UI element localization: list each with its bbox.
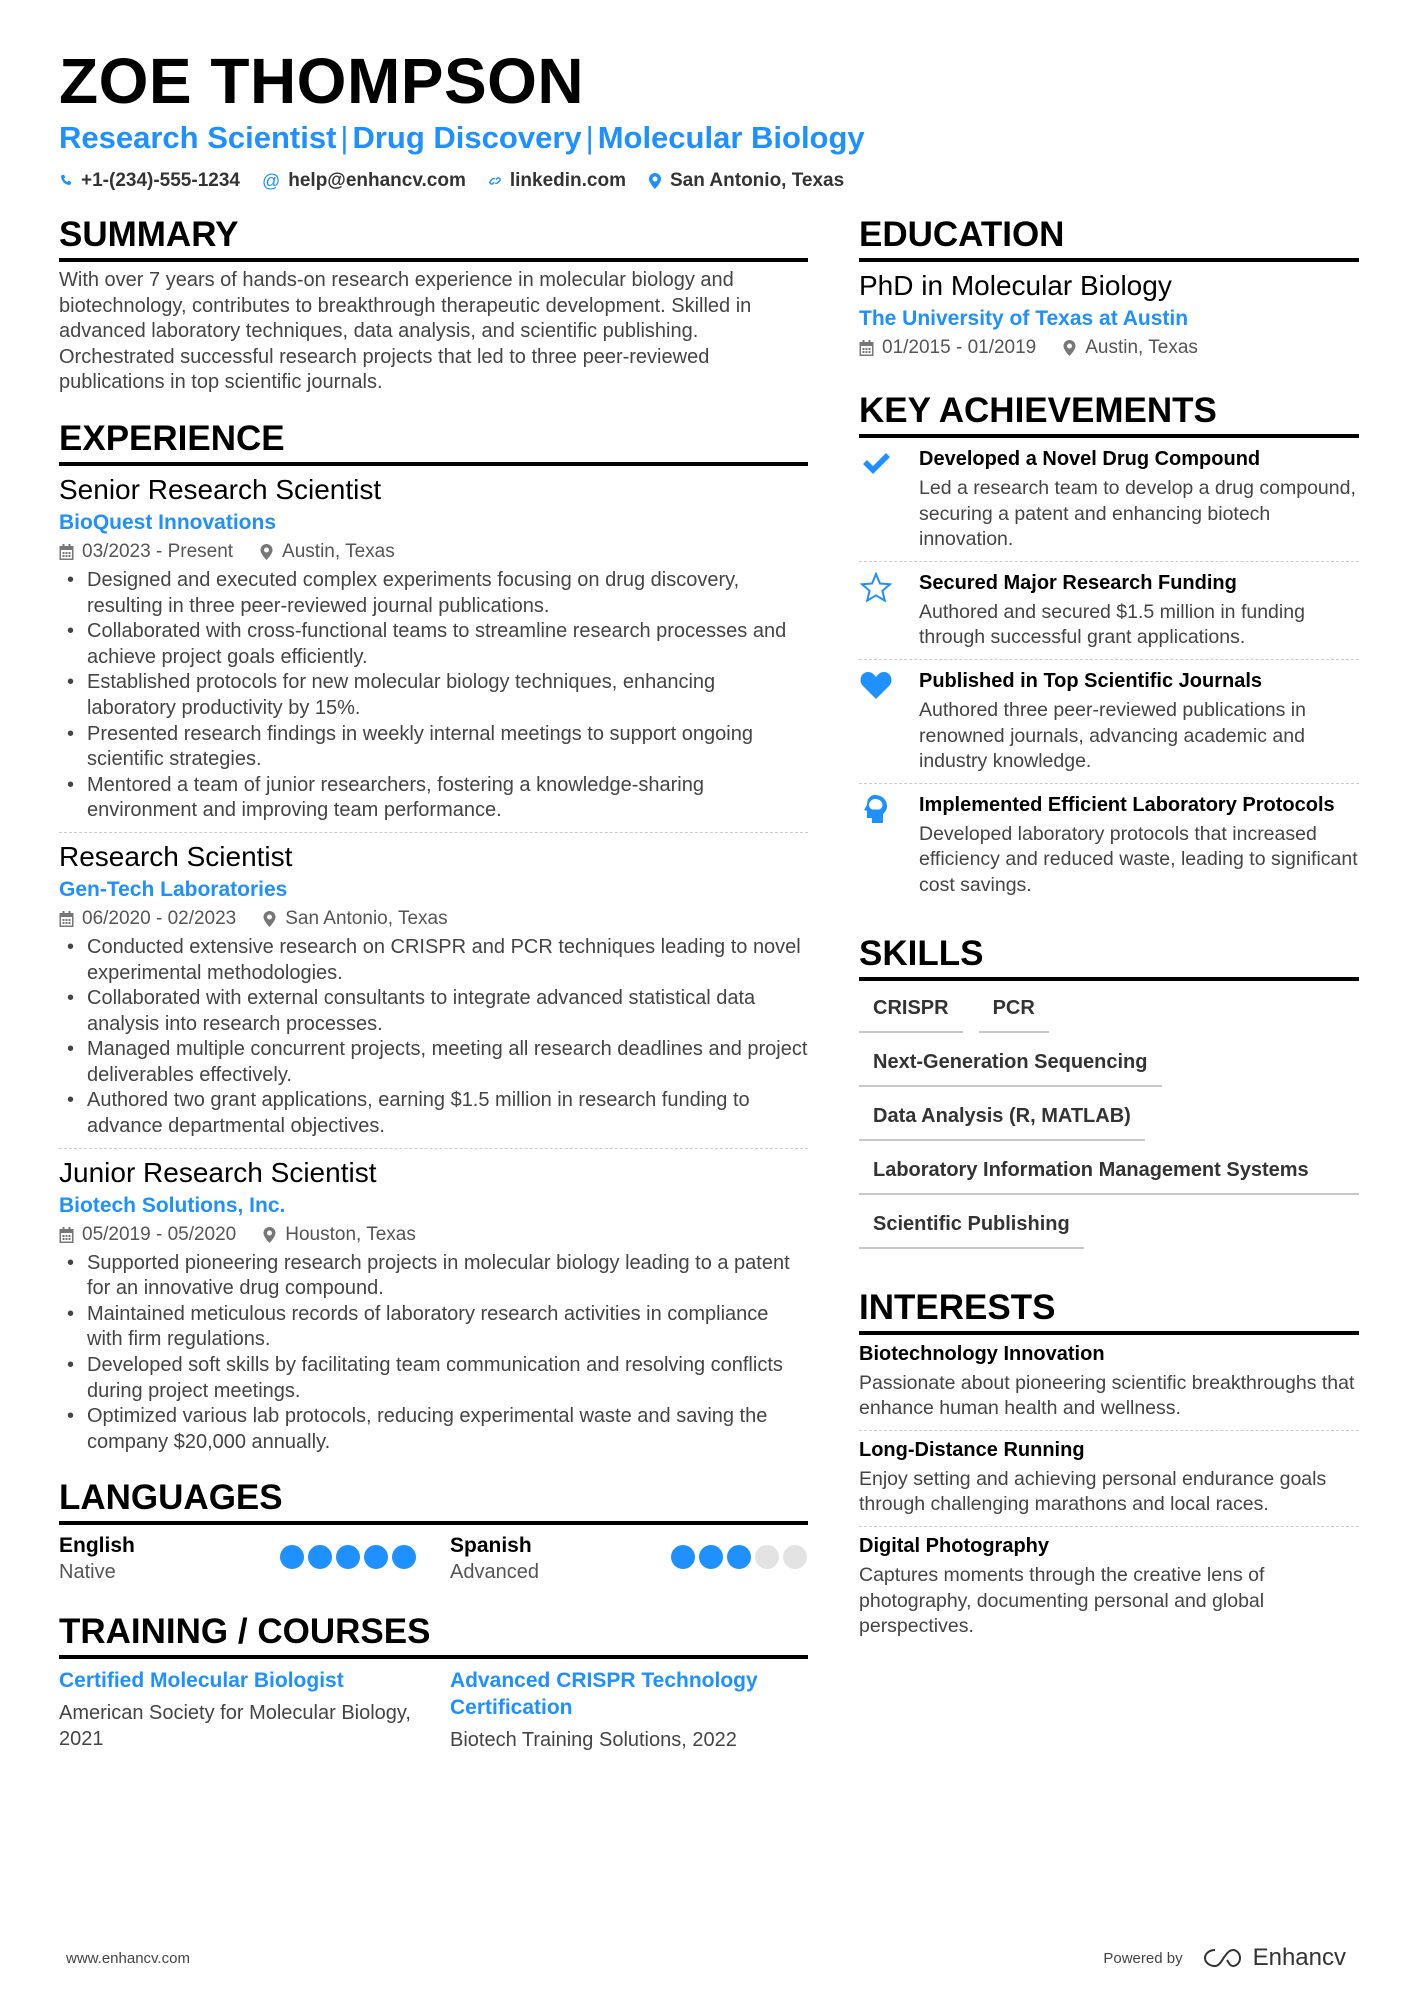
experience-section (59, 418, 808, 1463)
training-section (59, 1611, 808, 1753)
achievement-item (859, 784, 1359, 907)
head-brain-icon (859, 794, 893, 824)
language-item (59, 1533, 416, 1585)
bullet-item: • Established protocols for new molecular biology techniques, enhancing laboratory productivity by 15%. (59, 670, 808, 721)
course-item (450, 1667, 807, 1753)
summary-text: With over 7 years of hands-on research experience in molecular biology and biotechnology, contributes to breakthrough therapeutic development. Skilled in advanced laboratory techniques, data analysis, and scientific publishing. Orchestrated successful research projects that led to three peer-reviewed publications in top scientific journals. (59, 269, 752, 394)
bullet-item: • Conducted extensive research on CRISPR and PCR techniques leading to novel experimental methodologies. (59, 935, 808, 986)
right-column (859, 214, 1359, 1670)
contact-row (59, 170, 1359, 192)
brand-logo[interactable] (1201, 1944, 1346, 1972)
bullet-item: • Optimized various lab protocols, reducing experimental waste and saving the company $20,000 annually. (59, 1404, 808, 1455)
dot-filled (336, 1545, 360, 1569)
education-dates: 01/2015 - 01/2019 (882, 337, 1037, 358)
achievement-desc: Authored and secured $1.5 million in funding through successful grant applications. (919, 600, 1305, 649)
job-title: Research Scientist (59, 840, 293, 872)
job-meta (59, 1221, 808, 1249)
dot-empty (755, 1545, 779, 1569)
education-location: Austin, Texas (1085, 337, 1198, 358)
dot-filled (727, 1545, 751, 1569)
languages-section (59, 1477, 808, 1585)
achievement-desc: Authored three peer-reviewed publications in renowned journals, advancing academic and industry knowledge. (919, 698, 1306, 773)
headline-part: Drug Discovery (352, 120, 582, 155)
job-entry (59, 466, 808, 833)
proficiency-dots (280, 1545, 416, 1569)
footer-website[interactable]: www.enhancv.com (66, 1949, 190, 1967)
achievement-item (859, 438, 1359, 562)
achievement-desc: Developed laboratory protocols that increased efficiency and reduced waste, leading to significant cost savings. (919, 822, 1358, 896)
job-meta (59, 905, 808, 933)
job-location: Houston, Texas (285, 1223, 416, 1245)
contact-location (648, 170, 844, 192)
achievement-desc: Led a research team to develop a drug compound, securing a patent and enhancing biotech innovation. (919, 477, 1356, 551)
achievement-item (859, 562, 1359, 660)
language-level: Native (59, 1561, 116, 1584)
linkedin-text: linkedin.com (509, 170, 626, 191)
company-name: Biotech Solutions, Inc. (59, 1193, 286, 1217)
achievement-title: Published in Top Scientific Journals (919, 669, 1263, 692)
bullet-item: • Managed multiple concurrent projects, meeting all research deadlines and project deliverables effectively. (59, 1037, 808, 1088)
bullet-item: • Maintained meticulous records of laboratory research activities in compliance with firm regulations. (59, 1302, 808, 1353)
company-name: BioQuest Innovations (59, 510, 277, 534)
skill-tag: Data Analysis (R, MATLAB) (859, 1099, 1145, 1141)
summary-section (59, 214, 808, 396)
job-location: Austin, Texas (282, 540, 395, 562)
left-column (59, 214, 808, 1775)
skill-tag: Scientific Publishing (859, 1207, 1084, 1249)
job-title: Senior Research Scientist (59, 473, 382, 505)
section-title: SKILLS (859, 933, 1359, 981)
bullet-item: • Supported pioneering research projects in molecular biology leading to a patent for an innovative drug compound. (59, 1251, 808, 1302)
dot-filled (671, 1545, 695, 1569)
job-bullets (59, 568, 808, 824)
interests-section (859, 1287, 1359, 1648)
skill-tag: CRISPR (859, 991, 963, 1033)
skills-list (859, 991, 1359, 1249)
proficiency-dots (671, 1545, 807, 1569)
course-title: Advanced CRISPR Technology Certification (450, 1669, 758, 1720)
bullet-item: • Collaborated with external consultants to integrate advanced statistical data analysis into research processes. (59, 986, 808, 1037)
school-name: The University of Texas at Austin (859, 307, 1189, 330)
job-entry (59, 833, 808, 1149)
interest-item (859, 1335, 1359, 1431)
bullet-item: • Developed soft skills by facilitating team communication and resolving conflicts during project meetings. (59, 1353, 808, 1404)
contact-phone[interactable] (59, 170, 240, 192)
language-level: Advanced (450, 1561, 539, 1584)
interest-title: Digital Photography (859, 1534, 1049, 1557)
calendar-icon (59, 1227, 74, 1243)
star-icon (859, 572, 893, 602)
section-title: LANGUAGES (59, 1477, 808, 1525)
language-name: English (59, 1534, 135, 1558)
course-org: Biotech Training Solutions, 2022 (450, 1729, 737, 1752)
job-entry (59, 1149, 808, 1464)
interest-desc: Enjoy setting and achieving personal endurance goals through challenging marathons and local races. (859, 1467, 1327, 1516)
contact-linkedin[interactable] (488, 170, 626, 192)
headline-separator: | (585, 120, 594, 155)
interest-desc: Passionate about pioneering scientific breakthroughs that enhance human health and wellness. (859, 1371, 1355, 1420)
powered-by (1103, 1944, 1346, 1972)
achievements-section (859, 390, 1359, 907)
degree: PhD in Molecular Biology (859, 270, 1172, 301)
resume-header (59, 46, 1359, 192)
bullet-item: • Presented research findings in weekly internal meetings to support ongoing scientific strategies. (59, 722, 808, 773)
check-icon (859, 448, 893, 478)
achievement-item (859, 660, 1359, 784)
calendar-icon (859, 340, 874, 356)
languages-list (59, 1533, 808, 1585)
job-dates: 06/2020 - 02/2023 (82, 907, 237, 929)
dot-empty (783, 1545, 807, 1569)
language-name: Spanish (450, 1534, 532, 1558)
section-title: TRAINING / COURSES (59, 1611, 808, 1659)
skill-tag: PCR (979, 991, 1049, 1033)
location-pin-icon (1062, 340, 1077, 356)
location-pin-icon (648, 173, 662, 189)
education-meta (859, 334, 1359, 362)
bullet-item: • Mentored a team of junior researchers, fostering a knowledge-sharing environment and improving team performance. (59, 773, 808, 824)
courses-list (59, 1667, 808, 1753)
enhancv-logo-icon (1201, 1946, 1245, 1970)
bullet-item: • Collaborated with cross-functional teams to streamline research processes and achieve project goals efficiently. (59, 619, 808, 670)
dot-filled (392, 1545, 416, 1569)
job-dates: 03/2023 - Present (82, 540, 234, 562)
calendar-icon (59, 544, 74, 560)
contact-email[interactable] (262, 170, 466, 192)
at-icon: @ (261, 170, 281, 191)
job-bullets (59, 935, 808, 1140)
email-text: help@enhancv.com (288, 170, 466, 191)
headline-part: Molecular Biology (597, 120, 865, 155)
location-pin-icon (259, 544, 274, 560)
calendar-icon (59, 911, 74, 927)
headline-separator: | (340, 120, 349, 155)
achievement-title: Secured Major Research Funding (919, 571, 1237, 594)
dot-filled (699, 1545, 723, 1569)
interest-item (859, 1527, 1359, 1648)
section-title: INTERESTS (859, 1287, 1359, 1335)
location-pin-icon (262, 911, 277, 927)
powered-by-label: Powered by (1103, 1949, 1183, 1967)
company-name: Gen-Tech Laboratories (59, 877, 288, 901)
skills-section (859, 933, 1359, 1249)
phone-text: +1-(234)-555-1234 (81, 170, 240, 191)
section-title: KEY ACHIEVEMENTS (859, 390, 1359, 438)
interest-item (859, 1431, 1359, 1527)
section-title: EXPERIENCE (59, 418, 808, 466)
dot-filled (280, 1545, 304, 1569)
location-text: San Antonio, Texas (670, 170, 845, 191)
achievement-title: Implemented Efficient Laboratory Protocols (919, 793, 1335, 816)
skill-tag: Laboratory Information Management Systems (859, 1153, 1359, 1195)
job-location: San Antonio, Texas (285, 907, 448, 929)
headline-part: Research Scientist (59, 120, 337, 155)
course-org: American Society for Molecular Biology, 2021 (59, 1702, 411, 1751)
candidate-name: ZOE THOMPSON (59, 45, 585, 117)
interest-title: Long-Distance Running (859, 1438, 1085, 1461)
heart-icon (859, 670, 893, 700)
dot-filled (364, 1545, 388, 1569)
bullet-item: • Designed and executed complex experiments focusing on drug discovery, resulting in three peer-reviewed journal publications. (59, 568, 808, 619)
dot-filled (308, 1545, 332, 1569)
achievement-title: Developed a Novel Drug Compound (919, 448, 1261, 470)
skill-tag: Next-Generation Sequencing (859, 1045, 1162, 1087)
job-dates: 05/2019 - 05/2020 (82, 1223, 237, 1245)
location-pin-icon (262, 1227, 277, 1243)
headline (59, 118, 1359, 158)
interest-title: Biotechnology Innovation (859, 1342, 1105, 1365)
section-title: SUMMARY (59, 214, 808, 262)
link-icon (488, 173, 502, 189)
brand-name: Enhancv (1252, 1944, 1346, 1971)
language-item (450, 1533, 807, 1585)
course-item (59, 1667, 416, 1753)
job-meta (59, 538, 808, 566)
bullet-item: • Authored two grant applications, earning $1.5 million in research funding to advance departmental objectives. (59, 1088, 808, 1139)
course-title: Certified Molecular Biologist (59, 1669, 344, 1693)
job-title: Junior Research Scientist (59, 1156, 377, 1188)
interest-desc: Captures moments through the creative lens of photography, documenting personal and global perspectives. (859, 1563, 1265, 1638)
education-section (859, 214, 1359, 362)
phone-icon (59, 173, 73, 189)
job-bullets (59, 1251, 808, 1456)
section-title: EDUCATION (859, 214, 1359, 262)
footer (66, 1944, 1346, 1972)
